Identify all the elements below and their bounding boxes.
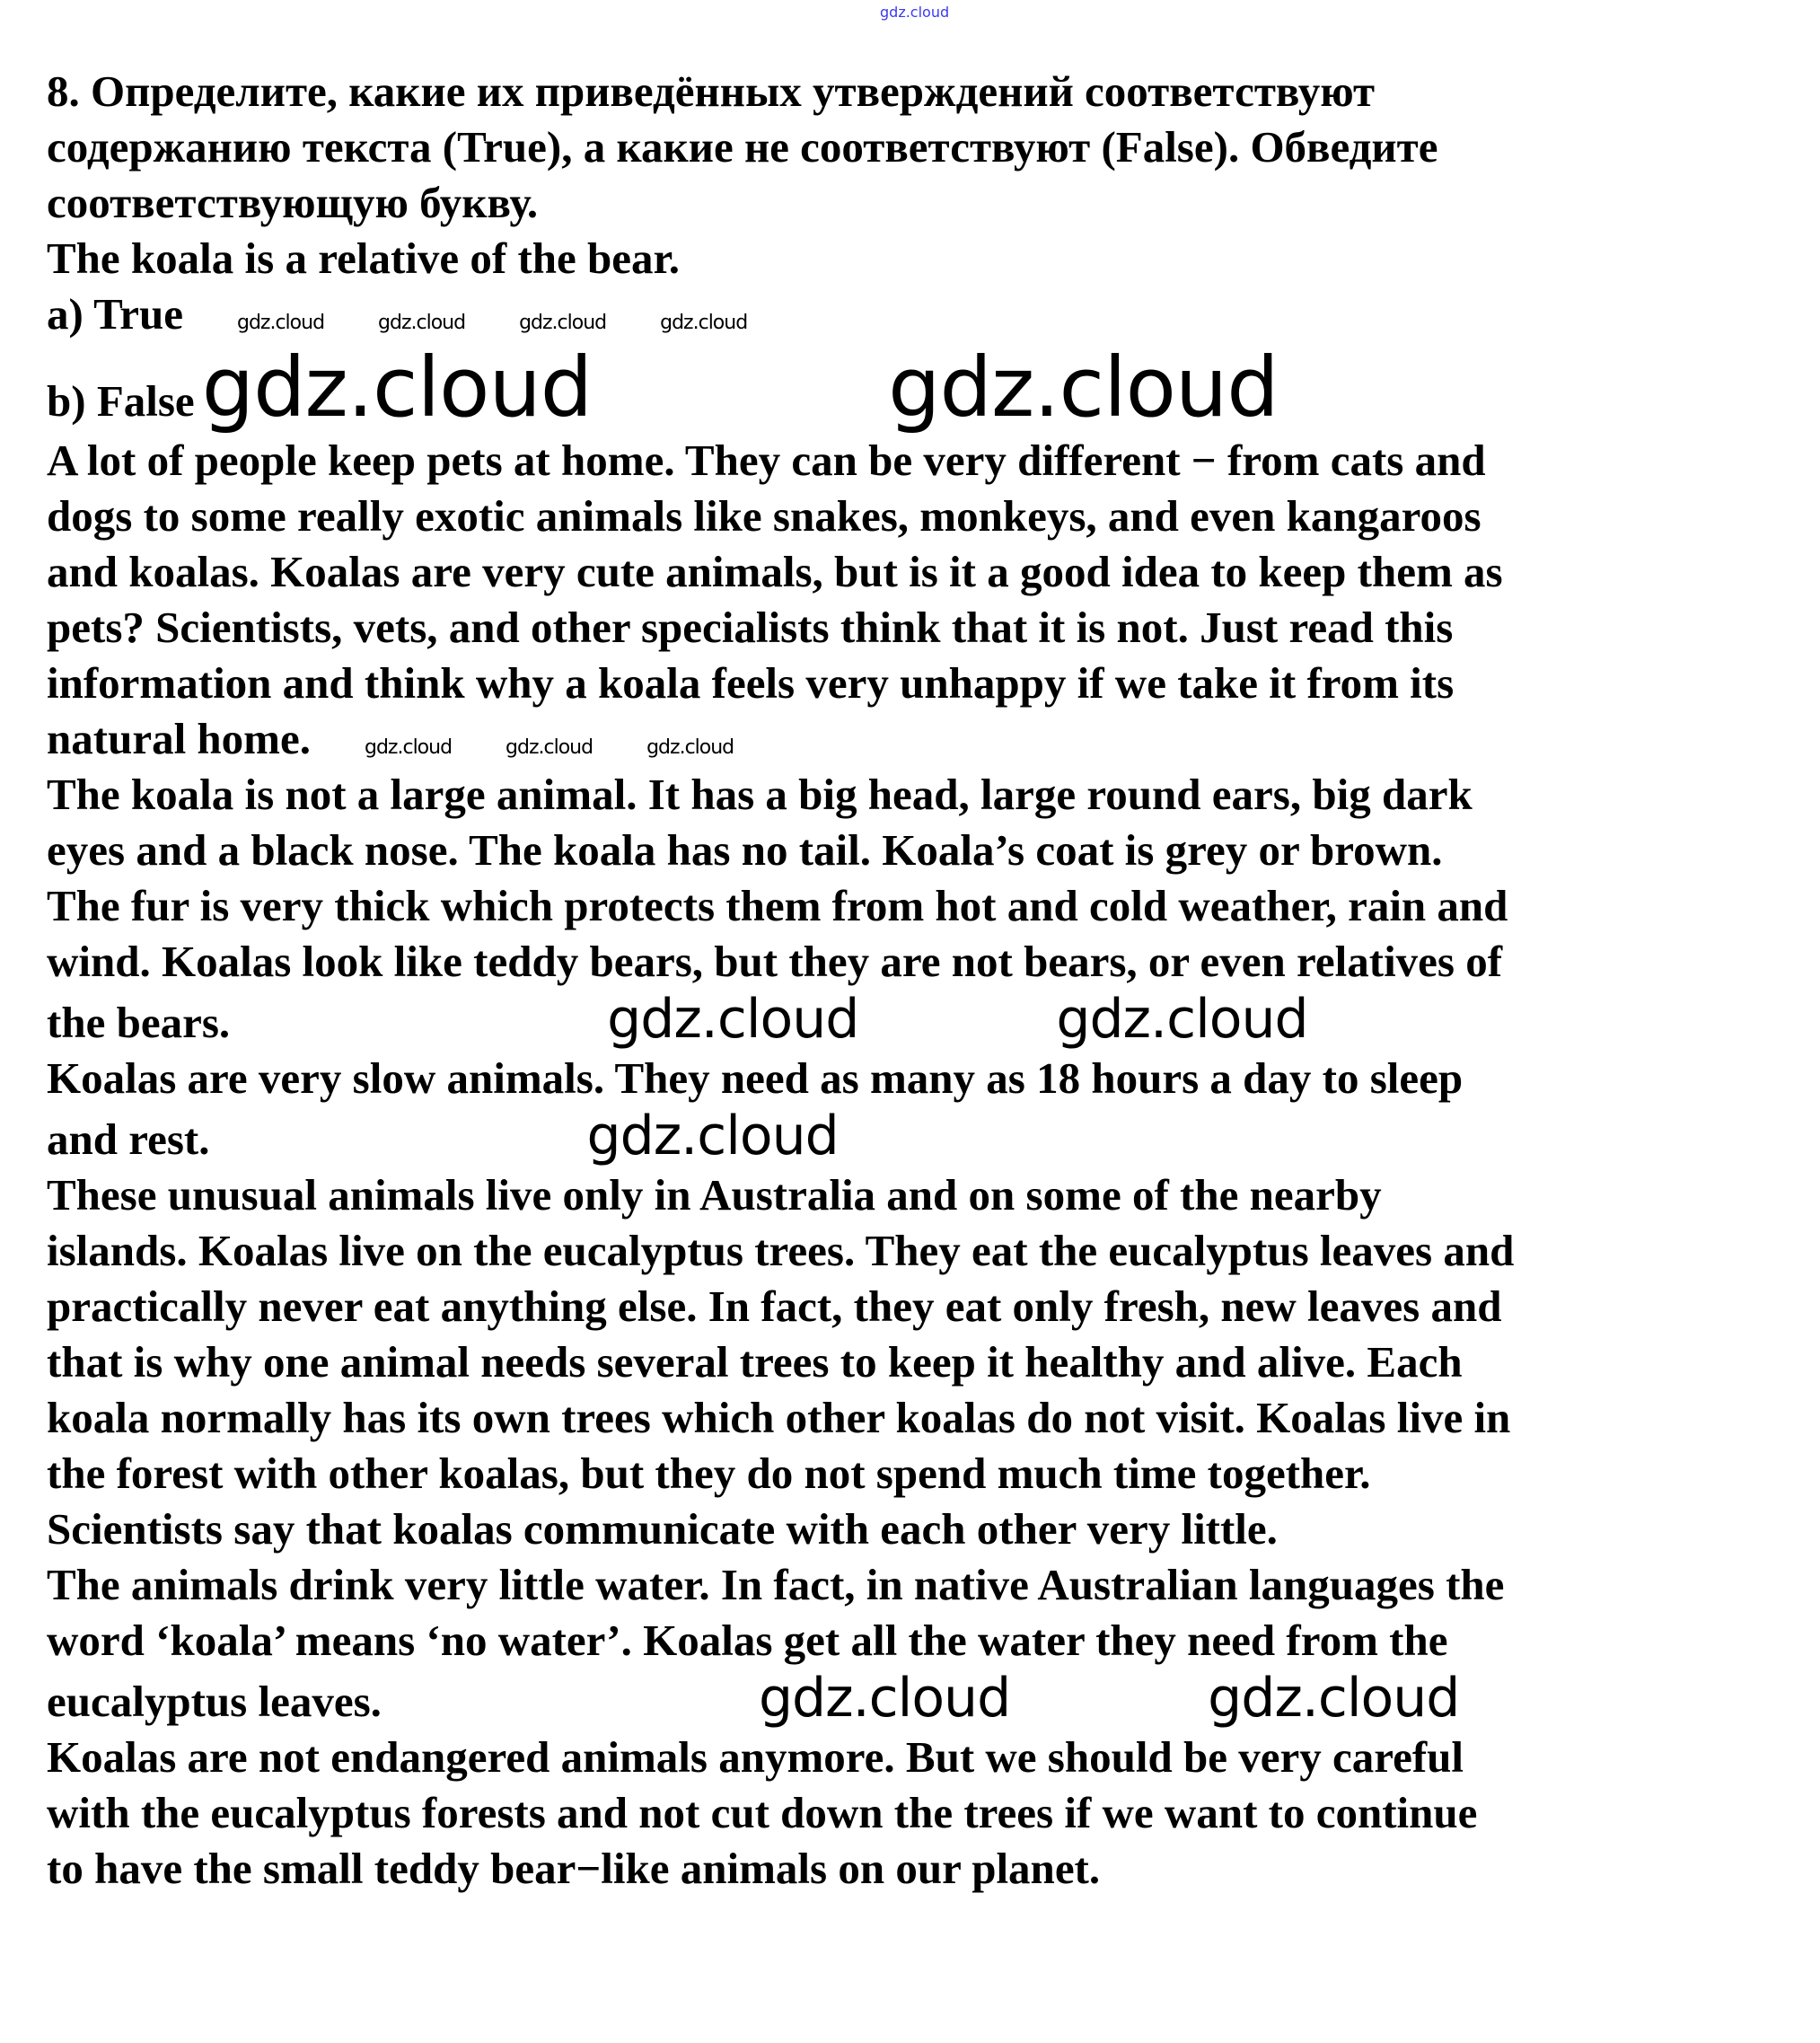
watermark: gdz.cloud — [506, 736, 593, 760]
header-watermark: gdz.cloud — [880, 4, 950, 21]
passage-line-text: Koalas are very slow animals. They need as many as 18 hours a day to sleep — [47, 1053, 1464, 1104]
watermark: gdz.cloud — [365, 736, 453, 760]
passage-line-text: dogs to some really exotic animals like snakes, monkeys, and even kangaroos — [47, 491, 1481, 542]
passage-line-text: The fur is very thick which protects them from hot and cold weather, rain and — [47, 881, 1508, 931]
passage-line — [47, 433, 1811, 489]
passage-line-text: information and think why a koala feels very unhappy if we take it from its — [47, 658, 1455, 709]
passage-line — [47, 1613, 1811, 1669]
passage-line — [47, 1334, 1811, 1390]
passage-line — [47, 1106, 1811, 1167]
passage-line-text: The animals drink very little water. In fact, in native Australian languages the — [47, 1560, 1505, 1610]
passage-line — [47, 1669, 1811, 1730]
passage-line-text: eyes and a black nose. The koala has no tail. Koala’s coat is grey or brown. — [47, 825, 1443, 876]
passage-line — [47, 1446, 1811, 1501]
watermark: gdz.cloud — [758, 1667, 1011, 1730]
passage-line-text: The koala is not a large animal. It has a big head, large round ears, big dark — [47, 770, 1473, 820]
passage-line-text: eucalyptus leaves. — [47, 1677, 382, 1727]
passage-line-text: Scientists say that koalas communicate with each other very little. — [47, 1504, 1278, 1554]
passage-line-text: and koalas. Koalas are very cute animals, but is it a good idea to keep them as — [47, 547, 1503, 597]
passage-line-text: wind. Koalas look like teddy bears, but they are not bears, or even relatives of — [47, 937, 1503, 987]
watermark: gdz.cloud — [646, 736, 734, 760]
watermark: gdz.cloud — [586, 1105, 839, 1168]
passage-line — [47, 711, 1811, 767]
passage-line — [47, 934, 1811, 990]
passage-line — [47, 990, 1811, 1051]
passage-line-text: the forest with other koalas, but they do not spend much time together. — [47, 1449, 1371, 1499]
passage-line — [47, 767, 1811, 823]
passage-line — [47, 1785, 1811, 1841]
passage-line-text: islands. Koalas live on the eucalyptus trees. They eat the eucalyptus leaves and — [47, 1226, 1515, 1276]
passage-line-text: that is why one animal needs several trees to keep it healthy and alive. Each — [47, 1337, 1463, 1387]
passage-line-text: word ‘koala’ means ‘no water’. Koalas get all the water they need from the — [47, 1616, 1448, 1666]
passage-line — [47, 1167, 1811, 1223]
task-instruction: содержанию текста (True), а какие не соответствуют (False). Обведите — [47, 122, 1438, 172]
passage-line — [47, 1841, 1811, 1897]
watermark: gdz.cloud — [519, 312, 607, 334]
watermark: gdz.cloud — [236, 312, 325, 334]
passage — [47, 433, 1811, 1897]
task-statement: The koala is a relative of the bear. — [47, 233, 681, 283]
watermark: gdz.cloud — [1056, 988, 1308, 1052]
passage-line-text: Koalas are not endangered animals anymore. But we should be very careful — [47, 1732, 1464, 1783]
option-false[interactable]: b) False — [47, 376, 195, 426]
passage-line-text: to have the small teddy bear−like animals on our planet. — [47, 1844, 1101, 1894]
passage-line — [47, 1501, 1811, 1557]
passage-line — [47, 878, 1811, 934]
passage-line-text: practically never eat anything else. In fact, they eat only fresh, new leaves and — [47, 1281, 1502, 1332]
passage-line — [47, 1279, 1811, 1334]
passage-line-text: pets? Scientists, vets, and other specialists think that it is not. Just read this — [47, 603, 1454, 653]
watermark: gdz.cloud — [201, 339, 593, 436]
passage-line-text: with the eucalyptus forests and not cut down the trees if we want to continue — [47, 1788, 1478, 1838]
passage-line — [47, 489, 1811, 544]
option-false-line — [47, 339, 1811, 436]
passage-line-text: A lot of people keep pets at home. They can be very different − from cats and — [47, 436, 1486, 486]
passage-line — [47, 823, 1811, 878]
passage-line-text: These unusual animals live only in Australia and on some of the nearby — [47, 1170, 1382, 1220]
passage-line-text: and rest. — [47, 1114, 210, 1165]
task-instruction: соответствующую букву. — [47, 178, 539, 227]
passage-line — [47, 656, 1811, 711]
watermark: gdz.cloud — [607, 988, 859, 1052]
passage-line — [47, 1223, 1811, 1279]
passage-line — [47, 1557, 1811, 1613]
passage-line — [47, 1051, 1811, 1106]
document-body — [47, 64, 1811, 1897]
task-instruction: 8. Определите, какие их приведённых утверждений соответствуют — [47, 66, 1376, 116]
passage-line-text: the bears. — [47, 998, 231, 1048]
passage-line — [47, 544, 1811, 600]
passage-line — [47, 1390, 1811, 1446]
passage-line — [47, 600, 1811, 656]
passage-line — [47, 1730, 1811, 1785]
watermark: gdz.cloud — [888, 339, 1279, 436]
option-true-line — [47, 286, 1811, 342]
passage-line-text: koala normally has its own trees which other koalas do not visit. Koalas live in — [47, 1393, 1511, 1443]
watermark: gdz.cloud — [378, 312, 466, 334]
option-true[interactable]: a) True — [47, 289, 183, 339]
watermark: gdz.cloud — [1208, 1667, 1460, 1730]
watermark: gdz.cloud — [660, 312, 748, 334]
passage-line-text: natural home. — [47, 714, 311, 764]
